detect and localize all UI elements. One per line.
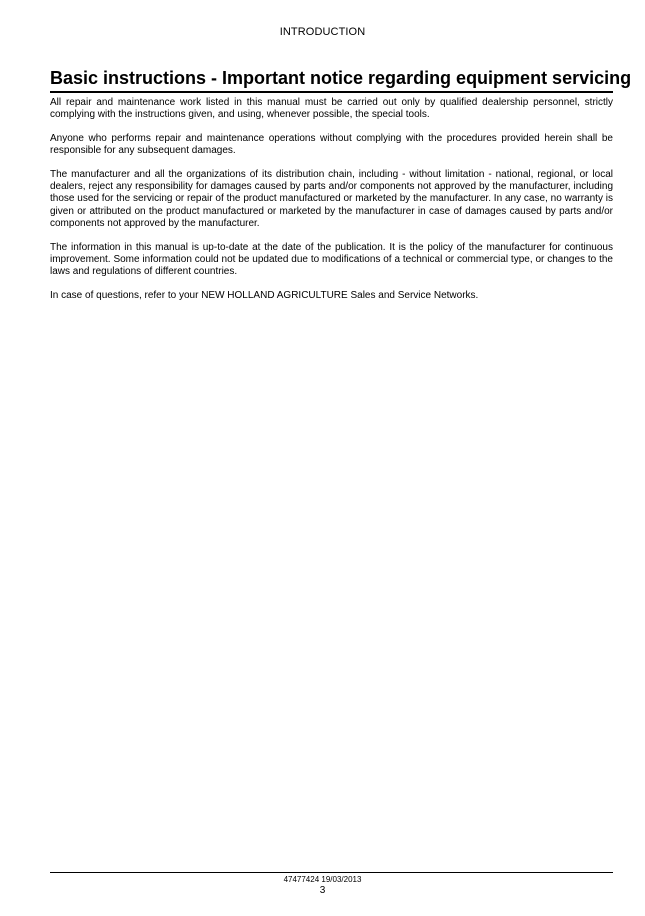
page-header: INTRODUCTION <box>279 26 366 38</box>
paragraph-information-currency: The information in this manual is up-to-date at the date of the publication. It is the policy of the manufacturer for continuous improvement. Some information could not be updated due to modifications of a technical or commercial type, or changes to the laws and regulations of different countries. <box>50 241 613 278</box>
paragraph-responsibility: Anyone who performs repair and maintenance operations without complying with the procedures provided herein shall be responsible for any subsequent damages. <box>50 132 613 157</box>
section-title: Basic instructions - Important notice regarding equipment servicing <box>50 66 613 93</box>
paragraph-manufacturer-disclaimer: The manufacturer and all the organizations of its distribution chain, including - without limitation - national, regional, or local dealers, reject any responsibility for damages caused by parts and/or components not approved by the manufacturer, including those used for the servicing or repair of the product manufactured or marketed by the manufacturer. In any case, no warranty is given or attributed on the product manufactured or marketed by the manufacturer in case of damages caused by parts and/or components not approved by the manufacturer. <box>50 168 613 230</box>
footer-page-number: 3 <box>319 885 326 896</box>
footer-document-reference: 47477424 19/03/2013 <box>283 875 362 884</box>
paragraph-contact: In case of questions, refer to your NEW HOLLAND AGRICULTURE Sales and Service Networks. <box>50 289 479 301</box>
paragraph-qualified-personnel: All repair and maintenance work listed in this manual must be carried out only by qualified dealership personnel, strictly complying with the instructions given, and using, whenever possible, the special tools. <box>50 97 613 121</box>
footer-divider <box>50 872 613 873</box>
body-text <box>50 97 613 313</box>
